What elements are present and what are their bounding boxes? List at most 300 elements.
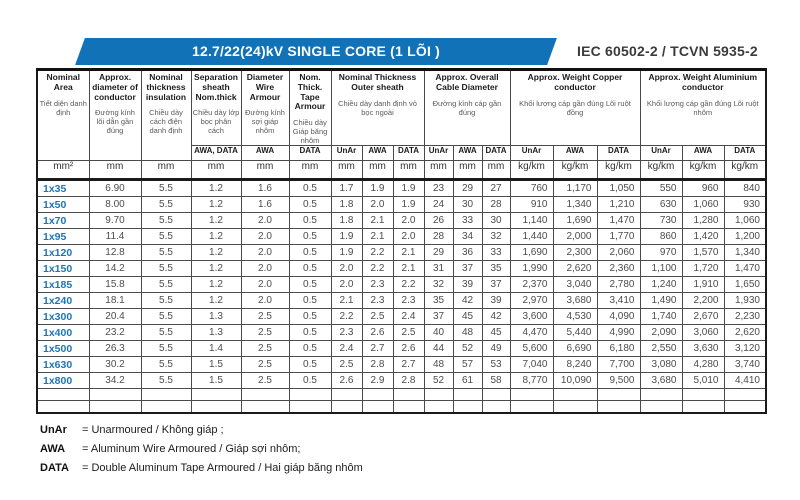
table-cell: 1,170 (553, 180, 597, 197)
table-row (37, 180, 766, 197)
column-header (191, 70, 241, 146)
table-cell: 1.2 (191, 277, 241, 293)
armour-type-header: DATA (289, 146, 331, 161)
table-cell: 2,620 (553, 261, 597, 277)
table-cell: 2,670 (682, 309, 724, 325)
table-row (37, 229, 766, 245)
page-title: 12.7/22(24)kV SINGLE CORE (1 LÕI ) (192, 43, 440, 59)
legend-awa (40, 443, 363, 455)
size-label: 1x300 (37, 309, 89, 325)
empty-cell (640, 401, 682, 414)
table-cell: 37 (482, 277, 510, 293)
table-cell: 1.2 (191, 229, 241, 245)
empty-cell (362, 401, 393, 414)
empty-cell (640, 389, 682, 401)
table-cell: 930 (724, 197, 766, 213)
table-cell: 2.2 (362, 261, 393, 277)
table-cell: 1,470 (724, 261, 766, 277)
table-cell: 2.6 (362, 325, 393, 341)
table-cell: 29 (453, 180, 482, 197)
table-row (37, 261, 766, 277)
unit-header: mm (331, 161, 362, 180)
table-cell: 0.5 (289, 229, 331, 245)
table-cell: 1,930 (724, 293, 766, 309)
table-cell: 2.5 (241, 357, 289, 373)
empty-cell (393, 401, 424, 414)
table-cell: 0.5 (289, 245, 331, 261)
table-cell: 5,440 (553, 325, 597, 341)
table-cell: 2.5 (331, 357, 362, 373)
table-cell: 0.5 (289, 341, 331, 357)
table-cell: 5.5 (141, 373, 191, 389)
table-cell: 1.5 (191, 373, 241, 389)
table-cell: 1,280 (682, 213, 724, 229)
column-header-vn: Đường kính cáp gần đúng (432, 98, 502, 117)
table-cell: 1,490 (640, 293, 682, 309)
table-cell: 3,740 (724, 357, 766, 373)
table-cell: 14.2 (89, 261, 141, 277)
table-cell: 8.00 (89, 197, 141, 213)
table-cell: 2.3 (362, 277, 393, 293)
armour-type-header: AWA, DATA (191, 146, 241, 161)
empty-cell (682, 389, 724, 401)
column-header-en: Nominal thickness insulation (145, 72, 187, 102)
unit-header: mm (424, 161, 453, 180)
table-cell: 1,340 (553, 197, 597, 213)
size-label: 1x500 (37, 341, 89, 357)
empty-cell (141, 401, 191, 414)
table-cell: 2.6 (331, 373, 362, 389)
column-header-en: Diameter Wire Armour (246, 72, 284, 102)
empty-cell (553, 389, 597, 401)
size-label: 1x185 (37, 277, 89, 293)
table-cell: 37 (424, 309, 453, 325)
size-label: 1x630 (37, 357, 89, 373)
unit-header: mm² (37, 161, 89, 180)
table-cell: 52 (453, 341, 482, 357)
armour-type-header: AWA (241, 146, 289, 161)
size-label: 1x120 (37, 245, 89, 261)
empty-cell (37, 389, 89, 401)
column-header-en: Approx. Overall Cable Diameter (435, 72, 499, 92)
table-cell: 23.2 (89, 325, 141, 341)
table-cell: 1,210 (597, 197, 640, 213)
empty-cell (724, 401, 766, 414)
table-cell: 2.9 (362, 373, 393, 389)
table-cell: 27 (482, 180, 510, 197)
table-cell: 1,770 (597, 229, 640, 245)
legend-unar-abbr: UnAr (40, 424, 67, 436)
armour-type-header: DATA (393, 146, 424, 161)
table-cell: 6,690 (553, 341, 597, 357)
legend-unar-text: = Unarmoured / Không giáp ; (82, 424, 224, 436)
table-cell: 34.2 (89, 373, 141, 389)
table-cell: 2,620 (724, 325, 766, 341)
empty-cell (424, 389, 453, 401)
table-cell: 2,370 (510, 277, 553, 293)
table-cell: 0.5 (289, 180, 331, 197)
size-label: 1x95 (37, 229, 89, 245)
table-cell: 30 (453, 197, 482, 213)
table-cell: 840 (724, 180, 766, 197)
table-cell: 3,680 (553, 293, 597, 309)
armour-type-header: AWA (453, 146, 482, 161)
legend-awa-abbr: AWA (40, 443, 66, 455)
table-cell: 0.5 (289, 277, 331, 293)
table-cell: 39 (482, 293, 510, 309)
unit-header: mm (191, 161, 241, 180)
table-cell: 40 (424, 325, 453, 341)
empty-cell (331, 389, 362, 401)
table-cell: 2,550 (640, 341, 682, 357)
empty-cell (510, 401, 553, 414)
table-cell: 8,770 (510, 373, 553, 389)
table-cell: 0.5 (289, 213, 331, 229)
column-header-vn: Chiều dày Giáp băng nhôm (292, 118, 328, 146)
table-cell: 3,680 (640, 373, 682, 389)
table-cell: 2,000 (553, 229, 597, 245)
table-cell: 9.70 (89, 213, 141, 229)
table-cell: 1.9 (331, 245, 362, 261)
table-cell: 2.2 (331, 309, 362, 325)
empty-cell (331, 401, 362, 414)
table-cell: 53 (482, 357, 510, 373)
column-header-vn: Khối lượng cáp gần đúng Lõi ruột nhôm (646, 98, 759, 117)
unit-header: kg/km (553, 161, 597, 180)
table-cell: 2.1 (331, 293, 362, 309)
column-header-en: Approx. diameter of conductor (92, 72, 138, 102)
unit-header: mm (393, 161, 424, 180)
column-header-vn: Chiều dày cách điện danh định (149, 108, 183, 136)
column-header-en: Nom. Thick. Tape Armour (294, 72, 326, 112)
unit-header: kg/km (682, 161, 724, 180)
table-cell: 1,990 (510, 261, 553, 277)
armour-type-header: AWA (553, 146, 597, 161)
table-cell: 5.5 (141, 229, 191, 245)
column-header-vn: Chiều dày lớp bọc phân cách (192, 108, 240, 136)
table-cell: 28 (482, 197, 510, 213)
table-cell: 1,340 (724, 245, 766, 261)
legend (40, 424, 363, 481)
size-label: 1x240 (37, 293, 89, 309)
table-cell: 1,060 (724, 213, 766, 229)
empty-cell (362, 389, 393, 401)
table-cell: 2.8 (393, 373, 424, 389)
size-label: 1x150 (37, 261, 89, 277)
table-cell: 2,090 (640, 325, 682, 341)
table-cell: 910 (510, 197, 553, 213)
table-cell: 20.4 (89, 309, 141, 325)
table-cell: 30 (482, 213, 510, 229)
armour-type-header: AWA (362, 146, 393, 161)
table-cell: 2.1 (362, 213, 393, 229)
empty-cell (191, 401, 241, 414)
table-row (37, 373, 766, 389)
table-cell: 1,470 (597, 213, 640, 229)
empty-cell (482, 389, 510, 401)
table-cell: 1,650 (724, 277, 766, 293)
legend-unar (40, 424, 363, 436)
table-cell: 35 (424, 293, 453, 309)
legend-data-text: = Double Aluminum Tape Armoured / Hai giáp băng nhôm (82, 462, 363, 474)
empty-cell (191, 389, 241, 401)
empty-row (37, 389, 766, 401)
table-cell: 15.8 (89, 277, 141, 293)
table-cell: 860 (640, 229, 682, 245)
table-cell: 3,040 (553, 277, 597, 293)
table-cell: 33 (482, 245, 510, 261)
table-cell: 2,230 (724, 309, 766, 325)
table-cell: 1.4 (191, 341, 241, 357)
table-cell: 45 (482, 325, 510, 341)
table-cell: 2.0 (241, 261, 289, 277)
table-cell: 2.0 (393, 213, 424, 229)
table-row (37, 341, 766, 357)
table-cell: 2.0 (362, 197, 393, 213)
table-cell: 0.5 (289, 309, 331, 325)
table-cell: 4,530 (553, 309, 597, 325)
column-header-en: Approx. Weight Aluminium conductor (648, 72, 758, 92)
table-cell: 2,200 (682, 293, 724, 309)
table-cell: 6,180 (597, 341, 640, 357)
table-cell: 5.5 (141, 197, 191, 213)
table-cell: 0.5 (289, 197, 331, 213)
column-header-vn: Đường kính lõi dẫn gần đúng (95, 108, 135, 136)
unit-header: mm (362, 161, 393, 180)
table-cell: 42 (453, 293, 482, 309)
empty-cell (241, 389, 289, 401)
column-header-vn: Khối lượng cáp gần đúng Lõi ruột đồng (519, 98, 631, 117)
size-label: 1x50 (37, 197, 89, 213)
table-cell: 2.2 (362, 245, 393, 261)
column-header-en: Approx. Weight Copper conductor (527, 72, 623, 92)
unit-header: mm (289, 161, 331, 180)
table-cell: 1.9 (393, 197, 424, 213)
unit-header: mm (89, 161, 141, 180)
table-row (37, 309, 766, 325)
table-cell: 31 (424, 261, 453, 277)
table-cell: 4,280 (682, 357, 724, 373)
column-header (37, 70, 89, 161)
armour-type-header: DATA (724, 146, 766, 161)
table-cell: 2.5 (393, 325, 424, 341)
table-cell: 2.0 (331, 261, 362, 277)
table-cell: 2,300 (553, 245, 597, 261)
table-cell: 1.9 (393, 180, 424, 197)
table-cell: 2.4 (393, 309, 424, 325)
table-cell: 2.0 (241, 293, 289, 309)
table-row (37, 197, 766, 213)
table-cell: 630 (640, 197, 682, 213)
table-cell: 1,690 (553, 213, 597, 229)
empty-cell (510, 389, 553, 401)
table-cell: 34 (453, 229, 482, 245)
table-cell: 7,700 (597, 357, 640, 373)
table-cell: 33 (453, 213, 482, 229)
empty-cell (393, 389, 424, 401)
table-cell: 36 (453, 245, 482, 261)
table-row (37, 325, 766, 341)
column-header (510, 70, 640, 146)
unit-header: kg/km (724, 161, 766, 180)
table-cell: 1,720 (682, 261, 724, 277)
table-cell: 2.0 (241, 213, 289, 229)
unit-header: mm (141, 161, 191, 180)
table-cell: 23 (424, 180, 453, 197)
table-cell: 48 (453, 325, 482, 341)
table-cell: 29 (424, 245, 453, 261)
table-cell: 1.9 (362, 180, 393, 197)
table-cell: 10,090 (553, 373, 597, 389)
empty-cell (597, 401, 640, 414)
table-cell: 5.5 (141, 309, 191, 325)
table-cell: 1,200 (724, 229, 766, 245)
armour-type-header: DATA (482, 146, 510, 161)
table-cell: 4,470 (510, 325, 553, 341)
table-cell: 1,050 (597, 180, 640, 197)
empty-cell (241, 401, 289, 414)
table-cell: 2.0 (393, 229, 424, 245)
table-cell: 2.8 (362, 357, 393, 373)
table-cell: 12.8 (89, 245, 141, 261)
table-cell: 3,120 (724, 341, 766, 357)
table-cell: 57 (453, 357, 482, 373)
table-cell: 2,360 (597, 261, 640, 277)
table-cell: 5.5 (141, 293, 191, 309)
table-cell: 2.5 (241, 373, 289, 389)
table-cell: 0.5 (289, 261, 331, 277)
armour-type-header: UnAr (640, 146, 682, 161)
empty-cell (89, 389, 141, 401)
empty-cell (482, 401, 510, 414)
legend-data-abbr: DATA (40, 462, 69, 474)
empty-cell (724, 389, 766, 401)
table-cell: 5.5 (141, 180, 191, 197)
table-cell: 2.2 (393, 277, 424, 293)
table-cell: 1,100 (640, 261, 682, 277)
table-cell: 35 (482, 261, 510, 277)
unit-header: mm (453, 161, 482, 180)
table-cell: 5.5 (141, 213, 191, 229)
table-cell: 1.9 (331, 229, 362, 245)
armour-type-header: UnAr (510, 146, 553, 161)
table-cell: 6.90 (89, 180, 141, 197)
table-cell: 49 (482, 341, 510, 357)
table-cell: 2.3 (393, 293, 424, 309)
table-cell: 24 (424, 197, 453, 213)
column-header (289, 70, 331, 146)
table-cell: 32 (424, 277, 453, 293)
table-cell: 4,410 (724, 373, 766, 389)
column-header (241, 70, 289, 146)
table-cell: 2.3 (331, 325, 362, 341)
armour-type-header: AWA (682, 146, 724, 161)
table-cell: 42 (482, 309, 510, 325)
armour-type-header: UnAr (331, 146, 362, 161)
armour-type-header: UnAr (424, 146, 453, 161)
armour-type-header: DATA (597, 146, 640, 161)
table-cell: 5,010 (682, 373, 724, 389)
table-cell: 1.6 (241, 180, 289, 197)
table-cell: 5.5 (141, 341, 191, 357)
table-cell: 2.0 (331, 277, 362, 293)
table-cell: 3,060 (682, 325, 724, 341)
table-cell: 1.2 (191, 213, 241, 229)
table-cell: 5.5 (141, 325, 191, 341)
empty-cell (289, 389, 331, 401)
table-cell: 960 (682, 180, 724, 197)
legend-awa-text: = Aluminum Wire Armoured / Giáp sợi nhôm; (82, 443, 301, 455)
table-cell: 26.3 (89, 341, 141, 357)
table-cell: 18.1 (89, 293, 141, 309)
table-cell: 61 (453, 373, 482, 389)
table-cell: 1.2 (191, 197, 241, 213)
table-cell: 26 (424, 213, 453, 229)
empty-row (37, 401, 766, 414)
table-cell: 2.5 (362, 309, 393, 325)
table-cell: 2,780 (597, 277, 640, 293)
table-cell: 48 (424, 357, 453, 373)
table-cell: 32 (482, 229, 510, 245)
column-header-en: Nominal Area (46, 72, 81, 92)
table-cell: 2.0 (241, 277, 289, 293)
table-cell: 2.5 (241, 309, 289, 325)
table-cell: 45 (453, 309, 482, 325)
table-cell: 1,740 (640, 309, 682, 325)
table-cell: 3,600 (510, 309, 553, 325)
table-cell: 1.3 (191, 325, 241, 341)
table-cell: 2.5 (241, 341, 289, 357)
table-cell: 5.5 (141, 357, 191, 373)
table-cell: 5.5 (141, 277, 191, 293)
table-cell: 3,080 (640, 357, 682, 373)
table-cell: 1.2 (191, 293, 241, 309)
table-cell: 2.4 (331, 341, 362, 357)
table-cell: 2.7 (393, 357, 424, 373)
empty-cell (453, 401, 482, 414)
table-cell: 550 (640, 180, 682, 197)
size-label: 1x800 (37, 373, 89, 389)
table-cell: 2.5 (241, 325, 289, 341)
table-cell: 1,570 (682, 245, 724, 261)
table-cell: 1.6 (241, 197, 289, 213)
size-label: 1x400 (37, 325, 89, 341)
table-cell: 2.7 (362, 341, 393, 357)
table-cell: 1.2 (191, 245, 241, 261)
column-header-vn: Đường kính sợi giáp nhôm (245, 108, 285, 136)
table-cell: 1.8 (331, 213, 362, 229)
table-cell: 2.6 (393, 341, 424, 357)
table-cell: 1,240 (640, 277, 682, 293)
table-cell: 1,440 (510, 229, 553, 245)
table-cell: 5.5 (141, 245, 191, 261)
empty-cell (597, 389, 640, 401)
table-cell: 4,990 (597, 325, 640, 341)
table-cell: 1,420 (682, 229, 724, 245)
empty-cell (453, 389, 482, 401)
column-header (331, 70, 424, 146)
table-row (37, 277, 766, 293)
table-cell: 11.4 (89, 229, 141, 245)
empty-cell (424, 401, 453, 414)
column-header-en: Separation sheath Nom.thick (194, 72, 238, 102)
table-cell: 44 (424, 341, 453, 357)
legend-data (40, 462, 363, 474)
table-cell: 0.5 (289, 293, 331, 309)
unit-header: mm (482, 161, 510, 180)
table-cell: 1.3 (191, 309, 241, 325)
size-label: 1x70 (37, 213, 89, 229)
